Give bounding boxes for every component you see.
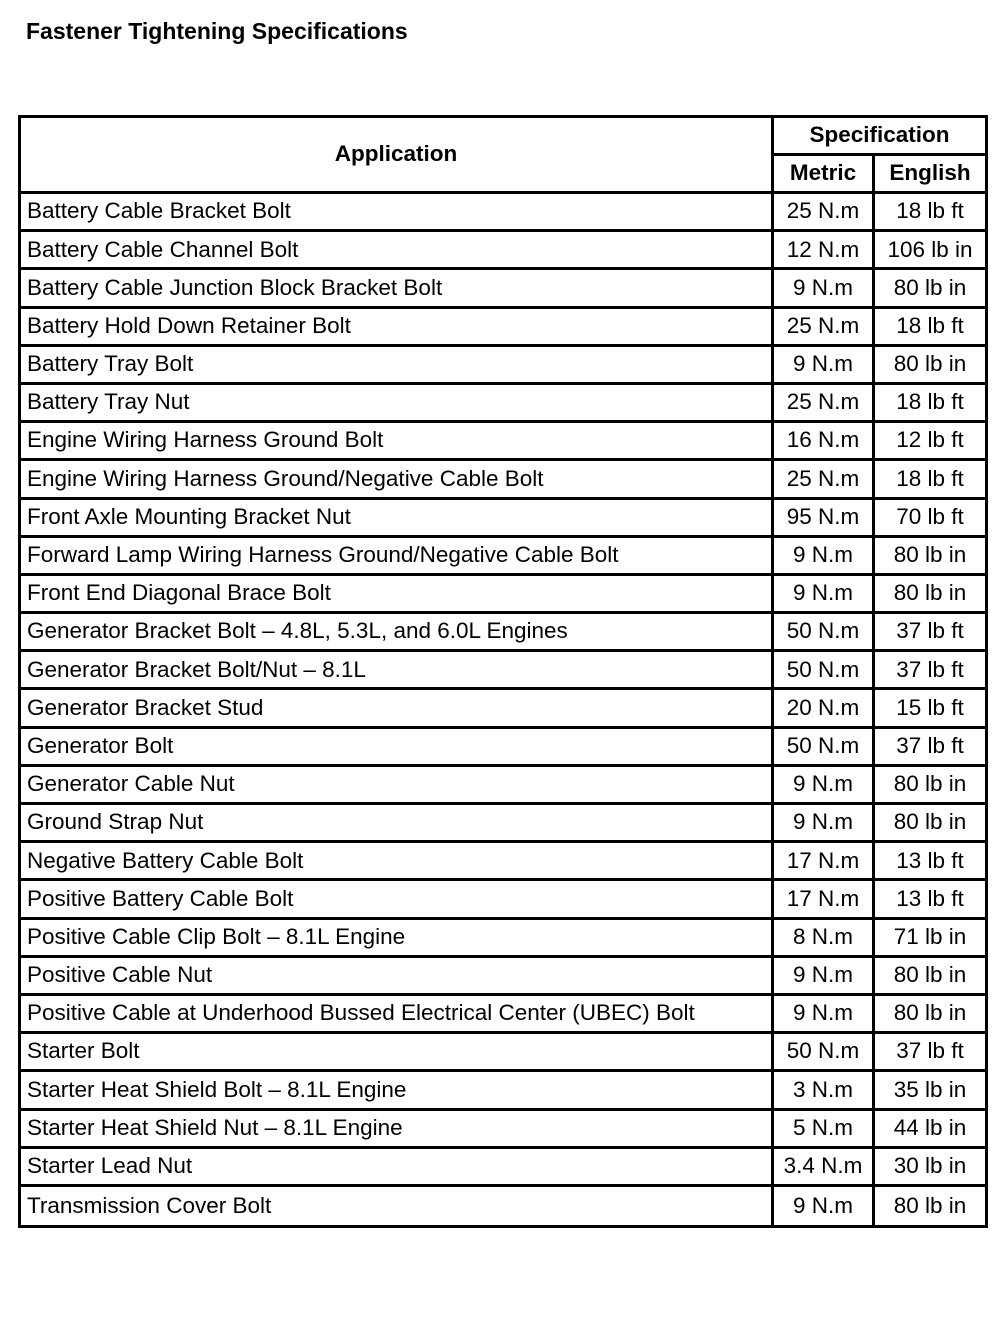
table-row — [21, 232, 985, 270]
application-cell: Battery Tray Bolt — [21, 347, 774, 385]
metric-cell: 9 N.m — [774, 1187, 875, 1225]
english-cell: 71 lb in — [875, 920, 985, 958]
table-row — [21, 461, 985, 499]
english-cell: 44 lb in — [875, 1111, 985, 1149]
metric-cell: 9 N.m — [774, 996, 875, 1034]
english-cell: 18 lb ft — [875, 309, 985, 347]
table-row — [21, 309, 985, 347]
application-cell: Front Axle Mounting Bracket Nut — [21, 500, 774, 538]
metric-cell: 50 N.m — [774, 1034, 875, 1072]
application-cell: Battery Tray Nut — [21, 385, 774, 423]
english-cell: 18 lb ft — [875, 194, 985, 232]
metric-cell: 3 N.m — [774, 1072, 875, 1110]
english-cell: 37 lb ft — [875, 1034, 985, 1072]
metric-cell: 12 N.m — [774, 232, 875, 270]
table-row — [21, 1149, 985, 1187]
metric-cell: 25 N.m — [774, 194, 875, 232]
application-cell: Battery Cable Channel Bolt — [21, 232, 774, 270]
english-cell: 37 lb ft — [875, 729, 985, 767]
application-cell: Battery Hold Down Retainer Bolt — [21, 309, 774, 347]
metric-cell: 25 N.m — [774, 309, 875, 347]
application-cell: Engine Wiring Harness Ground/Negative Cable Bolt — [21, 461, 774, 499]
english-cell: 80 lb in — [875, 538, 985, 576]
metric-cell: 8 N.m — [774, 920, 875, 958]
table-row — [21, 805, 985, 843]
metric-cell: 20 N.m — [774, 690, 875, 728]
table-row — [21, 538, 985, 576]
fastener-spec-table — [18, 115, 988, 1228]
english-cell: 37 lb ft — [875, 652, 985, 690]
metric-cell: 17 N.m — [774, 881, 875, 919]
application-cell: Positive Cable at Underhood Bussed Electrical Center (UBEC) Bolt — [21, 996, 774, 1034]
table-row — [21, 385, 985, 423]
english-cell: 18 lb ft — [875, 385, 985, 423]
application-cell: Forward Lamp Wiring Harness Ground/Negative Cable Bolt — [21, 538, 774, 576]
application-cell: Battery Cable Junction Block Bracket Bolt — [21, 270, 774, 308]
application-cell: Generator Bracket Stud — [21, 690, 774, 728]
table-row — [21, 194, 985, 232]
table-row — [21, 729, 985, 767]
english-cell: 80 lb in — [875, 270, 985, 308]
metric-cell: 50 N.m — [774, 729, 875, 767]
metric-cell: 95 N.m — [774, 500, 875, 538]
table-row — [21, 1187, 985, 1225]
metric-cell: 3.4 N.m — [774, 1149, 875, 1187]
application-cell: Generator Bracket Bolt/Nut – 8.1L — [21, 652, 774, 690]
table-body — [21, 194, 985, 1225]
english-cell: 70 lb ft — [875, 500, 985, 538]
application-cell: Battery Cable Bracket Bolt — [21, 194, 774, 232]
table-row — [21, 767, 985, 805]
metric-cell: 9 N.m — [774, 538, 875, 576]
application-cell: Transmission Cover Bolt — [21, 1187, 774, 1225]
metric-cell: 9 N.m — [774, 576, 875, 614]
metric-cell: 25 N.m — [774, 461, 875, 499]
metric-cell: 9 N.m — [774, 270, 875, 308]
application-cell: Starter Lead Nut — [21, 1149, 774, 1187]
metric-cell: 50 N.m — [774, 614, 875, 652]
metric-cell: 5 N.m — [774, 1111, 875, 1149]
table-row — [21, 958, 985, 996]
application-cell: Positive Cable Nut — [21, 958, 774, 996]
english-cell: 106 lb in — [875, 232, 985, 270]
application-cell: Generator Cable Nut — [21, 767, 774, 805]
metric-cell: 50 N.m — [774, 652, 875, 690]
english-cell: 13 lb ft — [875, 881, 985, 919]
metric-header: Metric — [774, 156, 875, 194]
english-cell: 13 lb ft — [875, 843, 985, 881]
english-cell: 80 lb in — [875, 576, 985, 614]
table-row — [21, 347, 985, 385]
table-row — [21, 690, 985, 728]
table-header — [21, 118, 985, 194]
application-cell: Generator Bolt — [21, 729, 774, 767]
page-title: Fastener Tightening Specifications — [26, 18, 408, 44]
english-cell: 80 lb in — [875, 958, 985, 996]
application-cell: Starter Bolt — [21, 1034, 774, 1072]
application-cell: Generator Bracket Bolt – 4.8L, 5.3L, and 6.0L Engines — [21, 614, 774, 652]
specification-header: Specification — [774, 118, 985, 156]
application-cell: Positive Battery Cable Bolt — [21, 881, 774, 919]
table-row — [21, 1111, 985, 1149]
table-row — [21, 652, 985, 690]
table-row — [21, 881, 985, 919]
application-cell: Engine Wiring Harness Ground Bolt — [21, 423, 774, 461]
table-row — [21, 500, 985, 538]
table-row — [21, 423, 985, 461]
english-cell: 80 lb in — [875, 767, 985, 805]
table-row — [21, 920, 985, 958]
metric-cell: 25 N.m — [774, 385, 875, 423]
application-header: Application — [21, 118, 774, 194]
english-cell: 80 lb in — [875, 347, 985, 385]
english-cell: 12 lb ft — [875, 423, 985, 461]
english-cell: 15 lb ft — [875, 690, 985, 728]
application-cell: Front End Diagonal Brace Bolt — [21, 576, 774, 614]
table-row — [21, 843, 985, 881]
english-cell: 35 lb in — [875, 1072, 985, 1110]
application-cell: Ground Strap Nut — [21, 805, 774, 843]
metric-cell: 9 N.m — [774, 958, 875, 996]
metric-cell: 17 N.m — [774, 843, 875, 881]
metric-cell: 16 N.m — [774, 423, 875, 461]
metric-cell: 9 N.m — [774, 805, 875, 843]
english-cell: 30 lb in — [875, 1149, 985, 1187]
metric-cell: 9 N.m — [774, 767, 875, 805]
english-cell: 80 lb in — [875, 996, 985, 1034]
metric-cell: 9 N.m — [774, 347, 875, 385]
english-cell: 80 lb in — [893, 1192, 967, 1218]
table-row — [21, 1072, 985, 1110]
table-row — [21, 996, 985, 1034]
english-header: English — [875, 156, 985, 194]
application-cell: Negative Battery Cable Bolt — [21, 843, 774, 881]
english-cell: 80 lb in — [875, 805, 985, 843]
application-cell: Starter Heat Shield Nut – 8.1L Engine — [21, 1111, 774, 1149]
table-row — [21, 576, 985, 614]
table-row — [21, 614, 985, 652]
english-cell: 37 lb ft — [875, 614, 985, 652]
english-cell: 18 lb ft — [875, 461, 985, 499]
table-row — [21, 270, 985, 308]
application-cell: Starter Heat Shield Bolt – 8.1L Engine — [21, 1072, 774, 1110]
table-row — [21, 1034, 985, 1072]
application-cell: Positive Cable Clip Bolt – 8.1L Engine — [21, 920, 774, 958]
